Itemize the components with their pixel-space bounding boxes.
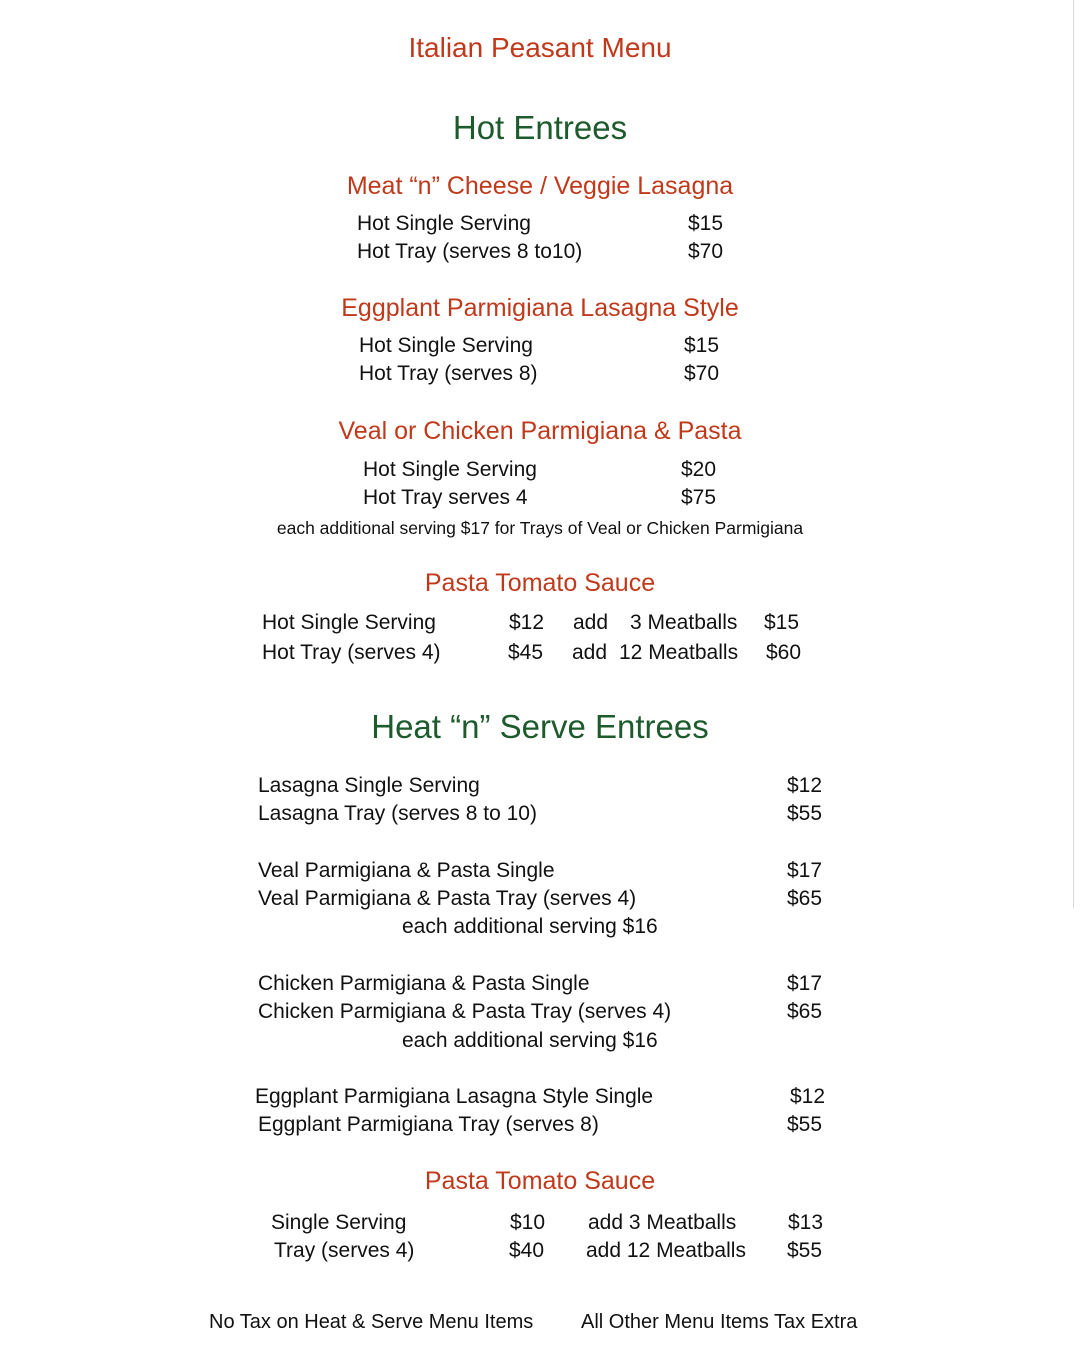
hot-veal-chicken-tray-price: $75 — [681, 486, 717, 509]
hs-veal-tray-price: $65 — [787, 887, 823, 910]
hs-veal-single-price: $17 — [787, 859, 823, 882]
hs-eggplant-tray-label: Eggplant Parmigiana Tray (serves 8) — [258, 1113, 599, 1136]
menu-title: Italian Peasant Menu — [408, 32, 672, 63]
hs-lasagna-tray-label: Lasagna Tray (serves 8 to 10) — [258, 802, 537, 825]
hs-lasagna-tray-price: $55 — [787, 802, 823, 825]
footer-tax-extra: All Other Menu Items Tax Extra — [581, 1311, 858, 1333]
hs-chicken-tray-label: Chicken Parmigiana & Pasta Tray (serves 4) — [258, 1000, 672, 1023]
hs-veal-tray-label: Veal Parmigiana & Pasta Tray (serves 4) — [258, 887, 637, 910]
hot-veal-chicken-single-label: Hot Single Serving — [363, 458, 537, 481]
hs-lasagna-single-price: $12 — [787, 774, 823, 797]
hot-pasta-single-add: add — [573, 611, 609, 634]
hot-eggplant-tray-label: Hot Tray (serves 8) — [359, 362, 538, 385]
hot-lasagna-title: Meat “n” Cheese / Veggie Lasagna — [346, 172, 734, 200]
hot-pasta-single-price: $12 — [509, 611, 545, 634]
hot-entrees-heading: Hot Entrees — [452, 109, 628, 146]
hot-lasagna-tray-label: Hot Tray (serves 8 to10) — [357, 240, 583, 263]
hot-pasta-tray-add: add — [572, 641, 608, 664]
hs-chicken-note: each additional serving $16 — [402, 1029, 658, 1052]
hs-eggplant-single-label: Eggplant Parmigiana Lasagna Style Single — [255, 1085, 654, 1108]
hot-veal-chicken-tray-label: Hot Tray serves 4 — [363, 486, 528, 509]
hs-pasta-tray-add-price: $55 — [787, 1239, 823, 1262]
hot-pasta-single-label: Hot Single Serving — [262, 611, 436, 634]
hot-pasta-single-meatballs: 3 Meatballs — [630, 611, 738, 634]
hot-lasagna-single-price: $15 — [688, 212, 724, 235]
hs-eggplant-tray-price: $55 — [787, 1113, 823, 1136]
footer-no-tax: No Tax on Heat & Serve Menu Items — [209, 1311, 534, 1333]
hs-pasta-tray-price: $40 — [509, 1239, 545, 1262]
hot-veal-chicken-title: Veal or Chicken Parmigiana & Pasta — [338, 417, 742, 445]
hs-chicken-single-label: Chicken Parmigiana & Pasta Single — [258, 972, 590, 995]
hs-pasta-tray-add: add 12 Meatballs — [586, 1239, 746, 1262]
hot-pasta-tray-add-price: $60 — [766, 641, 802, 664]
hot-lasagna-single-label: Hot Single Serving — [357, 212, 531, 235]
heat-serve-heading: Heat “n” Serve Entrees — [371, 708, 709, 745]
hot-eggplant-single-price: $15 — [684, 334, 720, 357]
hs-pasta-single-add-price: $13 — [788, 1211, 824, 1234]
hot-pasta-tray-label: Hot Tray (serves 4) — [262, 641, 441, 664]
hs-pasta-title: Pasta Tomato Sauce — [424, 1167, 656, 1195]
hot-pasta-single-add-price: $15 — [764, 611, 800, 634]
hs-veal-note: each additional serving $16 — [402, 915, 658, 938]
hs-pasta-tray-label: Tray (serves 4) — [274, 1239, 415, 1262]
hot-eggplant-single-label: Hot Single Serving — [359, 334, 533, 357]
hs-pasta-single-label: Single Serving — [271, 1211, 407, 1234]
hs-chicken-single-price: $17 — [787, 972, 823, 995]
hot-veal-chicken-note: each additional serving $17 for Trays of Veal or Chicken Parmigiana — [276, 518, 804, 538]
hs-pasta-single-add: add 3 Meatballs — [588, 1211, 737, 1234]
hot-pasta-tray-meatballs: 12 Meatballs — [619, 641, 739, 664]
hot-eggplant-tray-price: $70 — [684, 362, 720, 385]
hs-chicken-tray-price: $65 — [787, 1000, 823, 1023]
hot-pasta-title: Pasta Tomato Sauce — [424, 569, 656, 597]
hot-veal-chicken-single-price: $20 — [681, 458, 717, 481]
hs-eggplant-single-price: $12 — [790, 1085, 826, 1108]
hs-pasta-single-price: $10 — [510, 1211, 546, 1234]
hot-lasagna-tray-price: $70 — [688, 240, 724, 263]
hs-veal-single-label: Veal Parmigiana & Pasta Single — [258, 859, 555, 882]
hot-pasta-tray-price: $45 — [508, 641, 544, 664]
hs-lasagna-single-label: Lasagna Single Serving — [258, 774, 480, 797]
hot-eggplant-title: Eggplant Parmigiana Lasagna Style — [341, 294, 739, 322]
